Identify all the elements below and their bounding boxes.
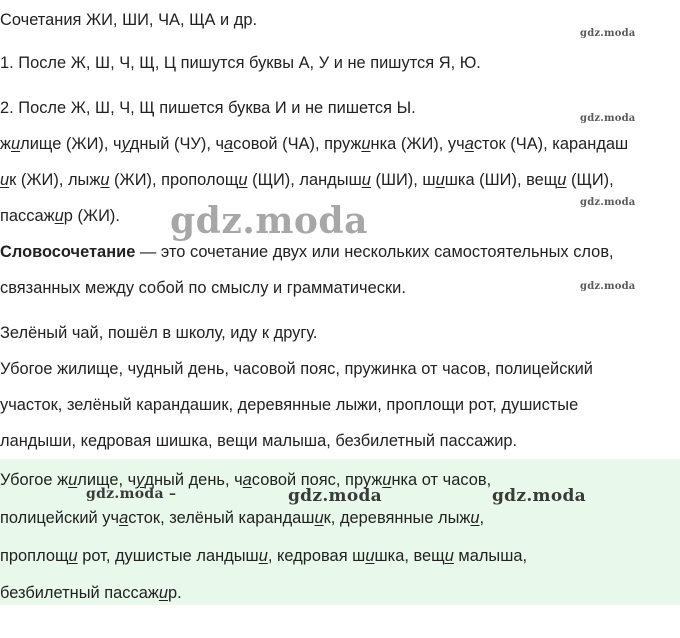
phrases-example: Зелёный чай, пошёл в школу, иду к другу. — [0, 324, 318, 342]
highlighted-letter: и — [361, 135, 371, 153]
task-line-1: Убогое жилище, чудный день, часовой пояс, пружинка от часов, полицейский — [0, 360, 593, 378]
highlighted-letter: и — [258, 547, 268, 565]
task-line-3: ландыши, кедровая шишка, вещи малыша, безбилетный пассажир. — [0, 432, 518, 450]
text-segment: полицейский уч — [0, 509, 120, 527]
text-segment: Убогое ж — [0, 471, 69, 489]
text-segment: шка (ШИ), вещ — [444, 171, 558, 189]
highlighted-letter: а — [242, 471, 252, 489]
highlighted-letter: у — [121, 135, 130, 153]
watermark: gdz.moda — [492, 486, 586, 506]
text-segment: р (ЖИ). — [63, 207, 120, 225]
text-segment: к, деревянные лыж — [323, 509, 471, 527]
text-segment: сток, зелёный карандаш — [128, 509, 315, 527]
text-segment: (ЖИ), пропол — [109, 171, 216, 189]
highlighted-letter: и — [158, 584, 168, 602]
text-segment: шка, вещ — [374, 547, 445, 565]
highlighted-letter: а — [224, 135, 234, 153]
text-segment: дный день, ч — [144, 471, 243, 489]
text-segment: ж — [0, 135, 11, 153]
highlighted-letter: и — [557, 171, 567, 189]
text-segment: малыша, — [453, 547, 528, 565]
highlighted-letter: у — [136, 471, 145, 489]
highlighted-letter: и — [314, 509, 324, 527]
answer-line-4 — [0, 575, 676, 611]
watermark: gdz.moda — [580, 113, 636, 124]
highlighted-letter: и — [435, 171, 445, 189]
text-segment: пассаж — [0, 207, 55, 225]
definition-text: — это сочетание двух или нескольких самостоятельных слов, связанных между собой по смыслу и грамматически. — [0, 243, 614, 297]
text-segment: (ЩИ), — [566, 171, 614, 189]
highlighted-letter: и — [68, 547, 78, 565]
text-segment: лище, ч — [77, 471, 137, 489]
rule-2: 2. После Ж, Ш, Ч, Щ пишется буква И и не пишется Ы. — [0, 99, 416, 117]
watermark: gdz.moda — [580, 281, 636, 292]
highlighted-letter: и — [470, 509, 480, 527]
text-segment: нка (ЖИ), уч — [370, 135, 465, 153]
text-segment: безбилетный пассаж — [0, 584, 159, 602]
answer-line-2 — [0, 500, 676, 536]
text-segment: совой пояс, пруж — [251, 471, 383, 489]
text-segment: ощ — [215, 171, 239, 189]
highlighted-letter: а — [119, 509, 129, 527]
text-segment: к (ЖИ), лыж — [9, 171, 101, 189]
text-segment: сток (ЧА), карандаш — [473, 135, 629, 153]
highlighted-letter: и — [11, 135, 21, 153]
text-segment: дный (ЧУ), ч — [129, 135, 225, 153]
examples-line-2 — [0, 162, 676, 198]
watermark: gdz.moda — [288, 486, 382, 506]
highlighted-letter: и — [365, 547, 375, 565]
text-segment: нка от часов, — [391, 471, 492, 489]
watermark: gdz.moda — [580, 28, 636, 39]
highlighted-letter: и — [444, 547, 454, 565]
watermark: gdz.moda – — [86, 486, 177, 502]
highlighted-letter: и — [382, 471, 392, 489]
highlighted-letter: и — [100, 171, 110, 189]
heading: Сочетания ЖИ, ШИ, ЧА, ЩА и др. — [0, 11, 258, 29]
text-segment: , кедровая ш — [267, 547, 366, 565]
highlighted-letter: а — [464, 135, 474, 153]
text-segment: совой (ЧА), пруж — [233, 135, 362, 153]
highlighted-letter: и — [54, 207, 64, 225]
watermark: gdz.moda — [580, 197, 636, 208]
examples-line-1 — [0, 126, 676, 162]
text-segment: , — [479, 509, 485, 527]
watermark-large: gdz.moda — [170, 200, 368, 242]
highlighted-letter: и — [361, 171, 371, 189]
definition-term: Словосочетание — [0, 243, 136, 261]
text-segment: (ЩИ), ландыш — [247, 171, 362, 189]
text-segment: лище (ЖИ), ч — [20, 135, 122, 153]
highlighted-letter: и — [0, 171, 10, 189]
text-segment: (ШИ), ш — [370, 171, 436, 189]
answer-line-3 — [0, 538, 676, 574]
definition — [0, 234, 676, 306]
task-line-2: участок, зелёный карандашик, деревянные лыжи, проплощи рот, душистые — [0, 396, 579, 414]
text-segment: рот, душистые ландыш — [77, 547, 259, 565]
highlighted-letter: и — [68, 471, 78, 489]
highlighted-letter: и — [238, 171, 248, 189]
text-segment: р. — [167, 584, 182, 602]
rule-1: 1. После Ж, Ш, Ч, Щ, Ц пишутся буквы А, У и не пишутся Я, Ю. — [0, 54, 481, 72]
text-segment: проплощ — [0, 547, 69, 565]
